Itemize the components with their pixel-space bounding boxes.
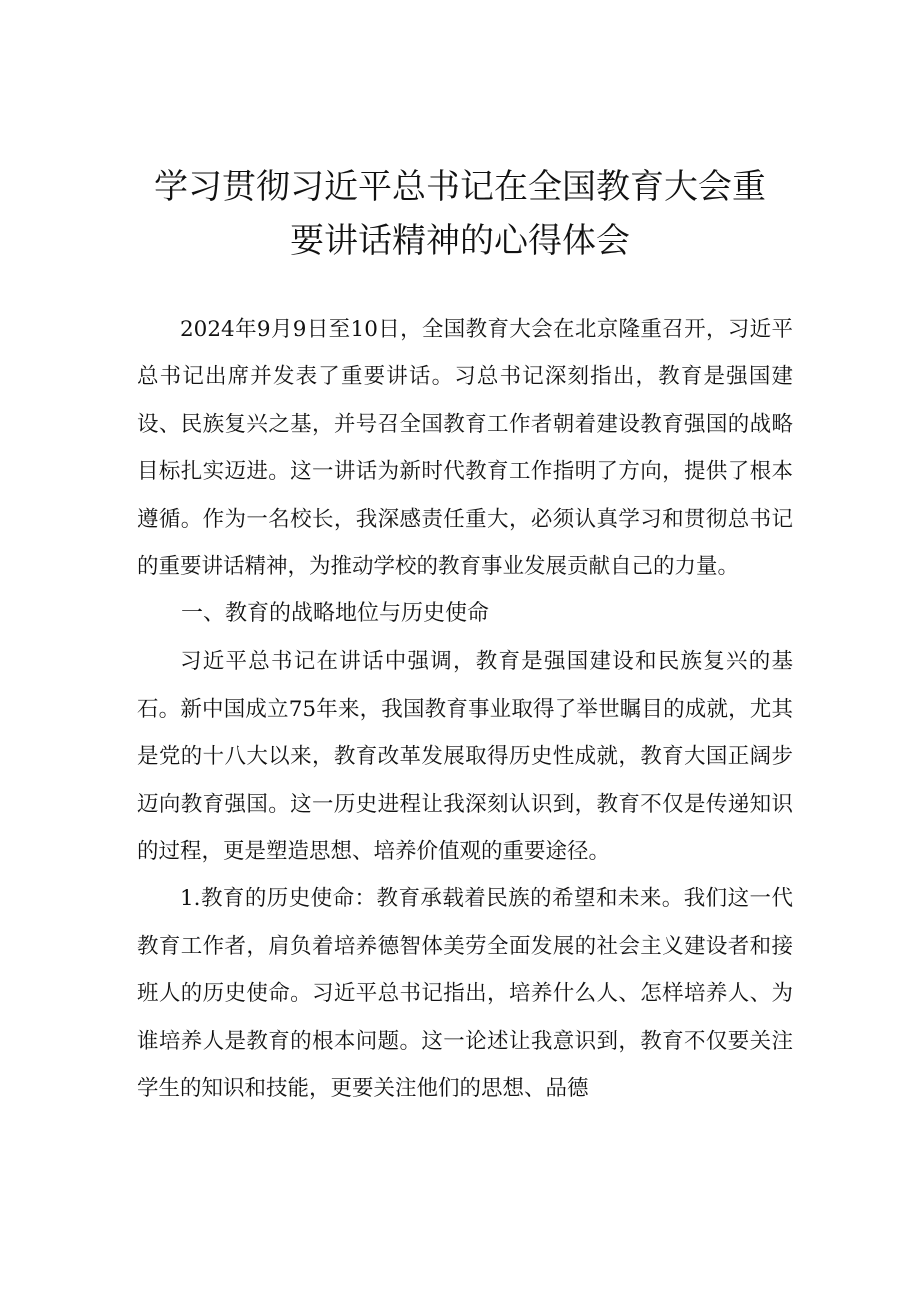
section-paragraph: 习近平总书记在讲话中强调，教育是强国建设和民族复兴的基石。新中国成立75年来，我国教育事业取得了举世瞩目的成就，尤其是党的十八大以来，教育改革发展取得历史性成就，教育大国正阔步迈向教育强国。这一历史进程让我深刻认识到，教育不仅是传递知识的过程，更是塑造思想、培养价值观的重要途径。 — [137, 649, 793, 865]
document-body — [137, 306, 793, 1113]
title-line-1: 学习贯彻习近平总书记在全国教育大会重 — [154, 167, 766, 207]
intro-paragraph: 2024年9月9日至10日，全国教育大会在北京隆重召开，习近平总书记出席并发表了重要讲话。习总书记深刻指出，教育是强国建设、民族复兴之基，并号召全国教育工作者朝着建设教育强国的战略目标扎实迈进。这一讲话为新时代教育工作指明了方向，提供了根本遵循。作为一名校长，我深感责任重大，必须认真学习和贯彻总书记的重要讲话精神，为推动学校的教育事业发展贡献自己的力量。 — [137, 317, 793, 580]
document-title — [100, 160, 820, 268]
title-line-2: 要讲话精神的心得体会 — [290, 221, 630, 261]
section-heading: 一、教育的战略地位与历史使命 — [181, 601, 490, 627]
numbered-paragraph-1: 1.教育的历史使命：教育承载着民族的希望和未来。我们这一代教育工作者，肩负着培养德智体美劳全面发展的社会主义建设者和接班人的历史使命。习近平总书记指出，培养什么人、怎样培养人、为谁培养人是教育的根本问题。这一论述让我意识到，教育不仅要关注学生的知识和技能，更要关注他们的思想、品德 — [137, 886, 793, 1102]
